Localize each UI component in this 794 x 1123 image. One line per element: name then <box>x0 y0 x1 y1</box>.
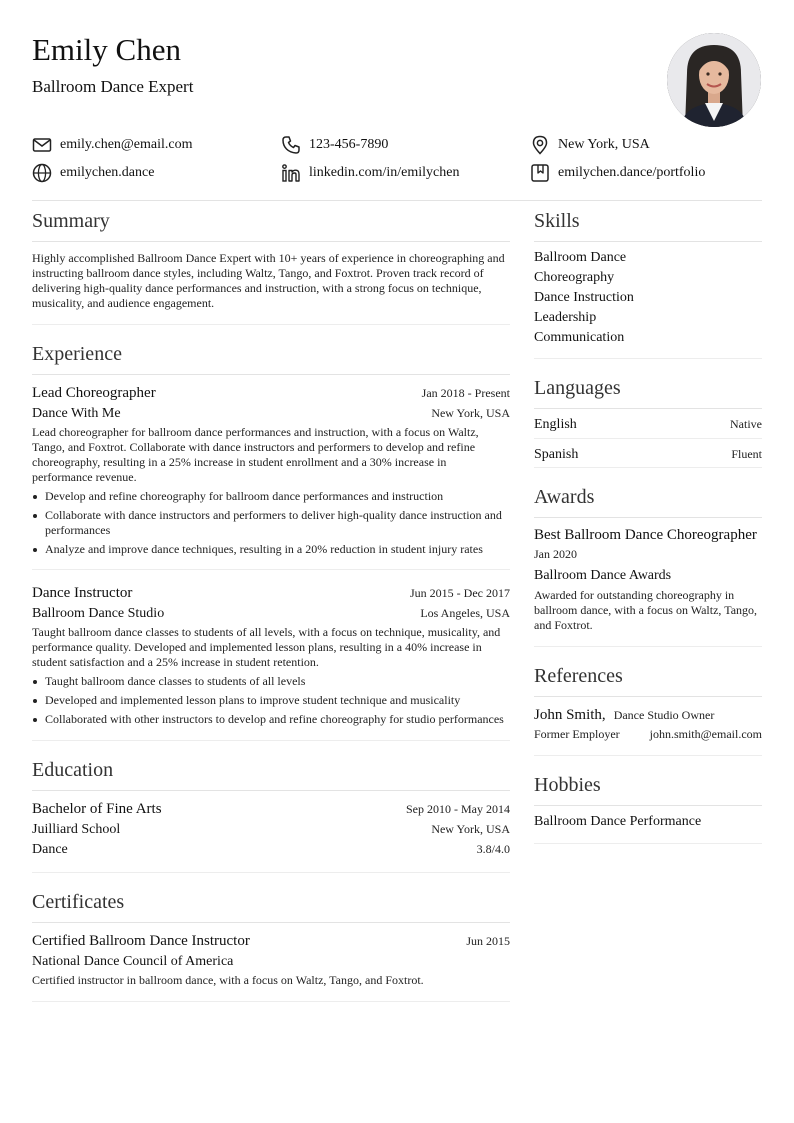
skill-item: Leadership <box>534 310 597 325</box>
certificates-section <box>32 889 510 1002</box>
award-issuer: Ballroom Dance Awards <box>534 568 672 583</box>
candidate-title: Ballroom Dance Expert <box>32 77 194 96</box>
job-bullet: Taught ballroom dance classes to students of all levels <box>32 674 510 689</box>
portfolio-text: emilychen.dance/portfolio <box>558 165 706 180</box>
sidebar-column <box>534 208 762 844</box>
awards-heading: Awards <box>534 484 762 518</box>
website-text: emilychen.dance <box>60 165 155 180</box>
job-company: Dance With Me <box>32 406 121 421</box>
location-text: New York, USA <box>558 137 650 152</box>
resume-page <box>32 32 762 987</box>
certificates-heading: Certificates <box>32 889 510 923</box>
job-bullets <box>32 489 510 557</box>
gpa: 3.8/4.0 <box>476 842 510 856</box>
job-location: New York, USA <box>431 406 510 420</box>
contact-linkedin[interactable] <box>281 161 459 185</box>
job-description: Lead choreographer for ballroom dance performances and instruction, with a focus on Waltz, Tango, and Foxtrot. Collaborate with dance instructors and performers to develop and refine choreography, resulting in a 25% increase in student enrollment and a 30% increase in performance revenue. <box>32 425 479 484</box>
linkedin-text: linkedin.com/in/emilychen <box>309 165 460 180</box>
job-dates: Jun 2015 - Dec 2017 <box>410 586 510 600</box>
summary-section <box>32 208 510 325</box>
reference-email[interactable]: john.smith@email.com <box>649 727 762 741</box>
skill-item: Ballroom Dance <box>534 250 627 265</box>
job-company: Ballroom Dance Studio <box>32 606 165 621</box>
skill-item: Choreography <box>534 270 615 285</box>
phone-text: 123-456-7890 <box>309 137 389 152</box>
job-bullet: Collaborate with dance instructors and performers to deliver high-quality dance instruction and performances <box>32 508 510 538</box>
job-description: Taught ballroom dance classes to students of all levels, with a focus on technique, musicality, and performance quality. Developed and implemented lesson plans, resulting in a 40% increase in student satisfaction and a 25% increase in student retention. <box>32 625 501 669</box>
experience-heading: Experience <box>32 341 510 375</box>
language-item <box>534 409 762 438</box>
candidate-name: Emily Chen <box>32 32 181 67</box>
profile-photo <box>667 33 761 127</box>
education-dates: Sep 2010 - May 2014 <box>406 802 510 816</box>
contact-location <box>530 133 650 157</box>
job-location: Los Angeles, USA <box>420 606 510 620</box>
hobbies-heading: Hobbies <box>534 772 762 806</box>
main-column <box>32 208 510 1002</box>
contact-phone[interactable] <box>281 133 388 157</box>
job-role: Dance Instructor <box>32 585 133 601</box>
reference-relation: Former Employer <box>534 727 620 741</box>
references-heading: References <box>534 663 762 697</box>
education-section <box>32 757 510 873</box>
language-name: Spanish <box>534 447 579 462</box>
hobbies-section <box>534 772 762 844</box>
certificate-description: Certified instructor in ballroom dance, with a focus on Waltz, Tango, and Foxtrot. <box>32 973 424 987</box>
phone-icon <box>281 135 301 155</box>
contact-website[interactable] <box>32 161 154 185</box>
globe-icon <box>32 163 52 183</box>
job-bullet: Analyze and improve dance techniques, resulting in a 20% reduction in student injury rates <box>32 542 510 557</box>
award-description: Awarded for outstanding choreography in ballroom dance, with a focus on Waltz, Tango, and Foxtrot. <box>534 588 758 632</box>
field-of-study: Dance <box>32 842 68 857</box>
job-entry <box>32 570 510 740</box>
job-role: Lead Choreographer <box>32 385 156 401</box>
school-location: New York, USA <box>431 822 510 836</box>
certificate-date: Jun 2015 <box>466 934 510 948</box>
hobby-item: Ballroom Dance Performance <box>534 814 702 829</box>
email-text: emily.chen@email.com <box>60 137 193 152</box>
linkedin-icon <box>281 163 301 183</box>
reference-position: Dance Studio Owner <box>613 708 715 722</box>
languages-heading: Languages <box>534 375 762 409</box>
job-entry <box>32 375 510 570</box>
job-dates: Jan 2018 - Present <box>421 386 510 400</box>
job-bullet: Develop and refine choreography for ballroom dance performances and instruction <box>32 489 510 504</box>
education-heading: Education <box>32 757 510 791</box>
language-level: Fluent <box>731 447 762 461</box>
resume-header <box>32 32 762 128</box>
languages-section <box>534 375 762 468</box>
mail-icon <box>32 135 52 155</box>
school-name: Juilliard School <box>32 822 121 837</box>
awards-section <box>534 484 762 647</box>
skills-heading: Skills <box>534 208 762 242</box>
language-name: English <box>534 417 577 432</box>
skills-list <box>534 248 762 348</box>
skill-item: Communication <box>534 330 625 345</box>
reference-name: John Smith, <box>534 707 606 723</box>
job-bullet: Developed and implemented lesson plans to improve student technique and musicality <box>32 693 510 708</box>
job-bullets <box>32 674 510 727</box>
summary-text: Highly accomplished Ballroom Dance Expert with 10+ years of experience in choreographing and instructing ballroom dance styles, including Waltz, Tango, and Foxtrot. Proven track record of delivering high-quality dance performances and instruction, with a strong focus on technique, musicality, and audience engagement. <box>32 251 505 310</box>
certificate-name: Certified Ballroom Dance Instructor <box>32 933 250 949</box>
skill-item: Dance Instruction <box>534 290 634 305</box>
skills-section <box>534 208 762 359</box>
header-divider <box>32 200 762 201</box>
portfolio-icon <box>530 163 550 183</box>
experience-section <box>32 341 510 741</box>
summary-heading: Summary <box>32 208 510 242</box>
map-pin-icon <box>530 135 550 155</box>
degree-name: Bachelor of Fine Arts <box>32 801 162 817</box>
award-name: Best Ballroom Dance Choreographer <box>534 527 757 543</box>
references-section <box>534 663 762 756</box>
contact-email[interactable] <box>32 133 193 157</box>
contact-portfolio[interactable] <box>530 161 705 185</box>
language-item <box>534 438 762 467</box>
award-date: Jan 2020 <box>534 547 577 561</box>
language-level: Native <box>730 417 762 431</box>
job-bullet: Collaborated with other instructors to develop and refine choreography for studio performances <box>32 712 510 727</box>
certificate-issuer: National Dance Council of America <box>32 954 234 969</box>
